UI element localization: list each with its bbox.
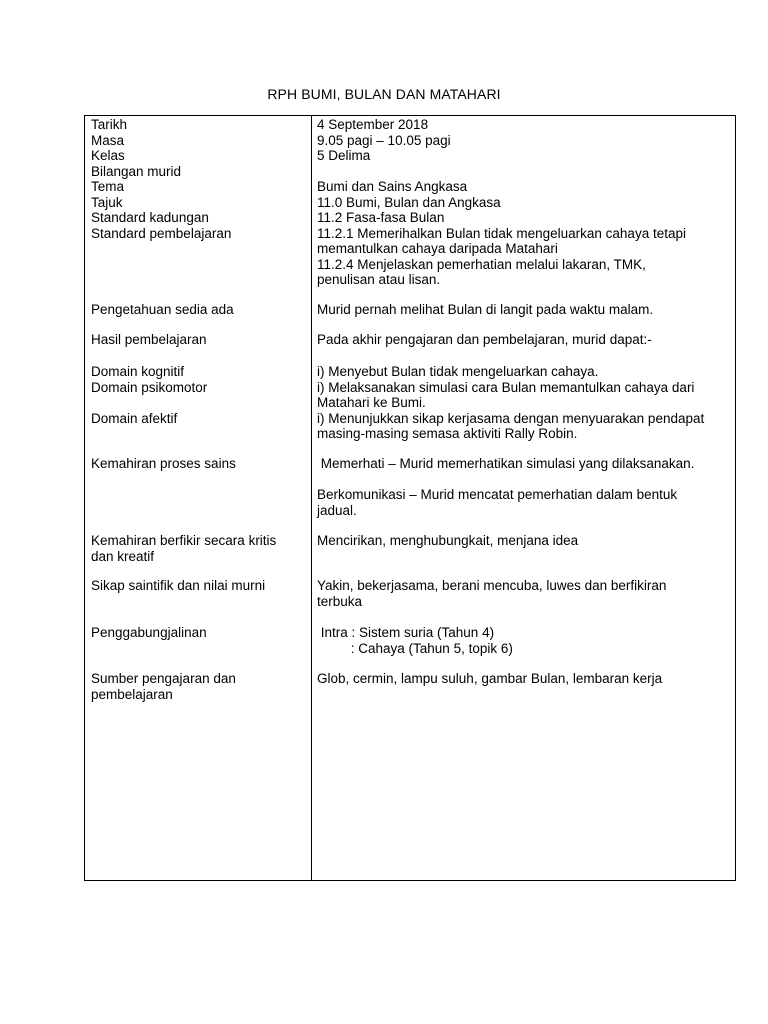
- row-label-header-info: Tarikh Masa Kelas Bilangan murid Tema Tajuk Standard kadungan Standard pembelajaran: [91, 117, 232, 241]
- row-label-domains: Domain kognitif Domain psikomotor Domain afektif: [91, 364, 208, 426]
- page-title: RPH BUMI, BULAN DAN MATAHARI: [267, 86, 501, 102]
- row-value-scientific-attitude: Yakin, bekerjasama, berani mencuba, luwes dan berfikiran terbuka: [317, 578, 667, 609]
- row-value-learning-outcome: Pada akhir pengajaran dan pembelajaran, murid dapat:-: [317, 332, 652, 347]
- row-value-resources: Glob, cermin, lampu suluh, gambar Bulan, lembaran kerja: [317, 671, 663, 686]
- row-value-thinking-skills: Mencirikan, menghubungkait, menjana idea: [317, 533, 579, 548]
- row-value-domains: i) Menyebut Bulan tidak mengeluarkan cahaya. i) Melaksanakan simulasi cara Bulan memantulkan cahaya dari Matahari ke Bumi. i) Menunjukkan sikap kerjasama dengan menyuarakan pendapat masing-masing semasa aktiviti Rally Robin.: [317, 364, 705, 441]
- row-label-resources: Sumber pengajaran dan pembelajaran: [91, 671, 236, 702]
- row-label-thinking-skills: Kemahiran berfikir secara kritis dan kreatif: [91, 533, 277, 564]
- row-value-integration: Intra : Sistem suria (Tahun 4) : Cahaya (Tahun 5, topik 6): [320, 625, 513, 656]
- row-label-learning-outcome: Hasil pembelajaran: [91, 332, 207, 347]
- row-label-scientific-attitude: Sikap saintifik dan nilai murni: [91, 578, 266, 593]
- row-value-science-process-skills: Memerhati – Murid memerhatikan simulasi yang dilaksanakan. Berkomunikasi – Murid mencatat pemerhatian dalam bentuk jadual.: [317, 456, 695, 518]
- lesson-plan-table: [84, 115, 736, 881]
- row-label-integration: Penggabungjalinan: [91, 625, 207, 640]
- row-value-header-info: 4 September 2018 9.05 pagi – 10.05 pagi 5 Delima Bumi dan Sains Angkasa 11.0 Bumi, Bulan dan Angkasa 11.2 Fasa-fasa Bulan 11.2.1 Memerihalkan Bulan tidak mengeluarkan cahaya tetapi memantulkan cahaya daripada Matahari 11.2.4 Menjelaskan pemerhatian melalui lakaran, TMK, penulisan atau lisan.: [317, 117, 686, 287]
- row-value-prior-knowledge: Murid pernah melihat Bulan di langit pada waktu malam.: [317, 302, 654, 317]
- column-divider: [311, 116, 312, 880]
- row-label-science-process-skills: Kemahiran proses sains: [91, 456, 236, 471]
- row-label-prior-knowledge: Pengetahuan sedia ada: [91, 302, 234, 317]
